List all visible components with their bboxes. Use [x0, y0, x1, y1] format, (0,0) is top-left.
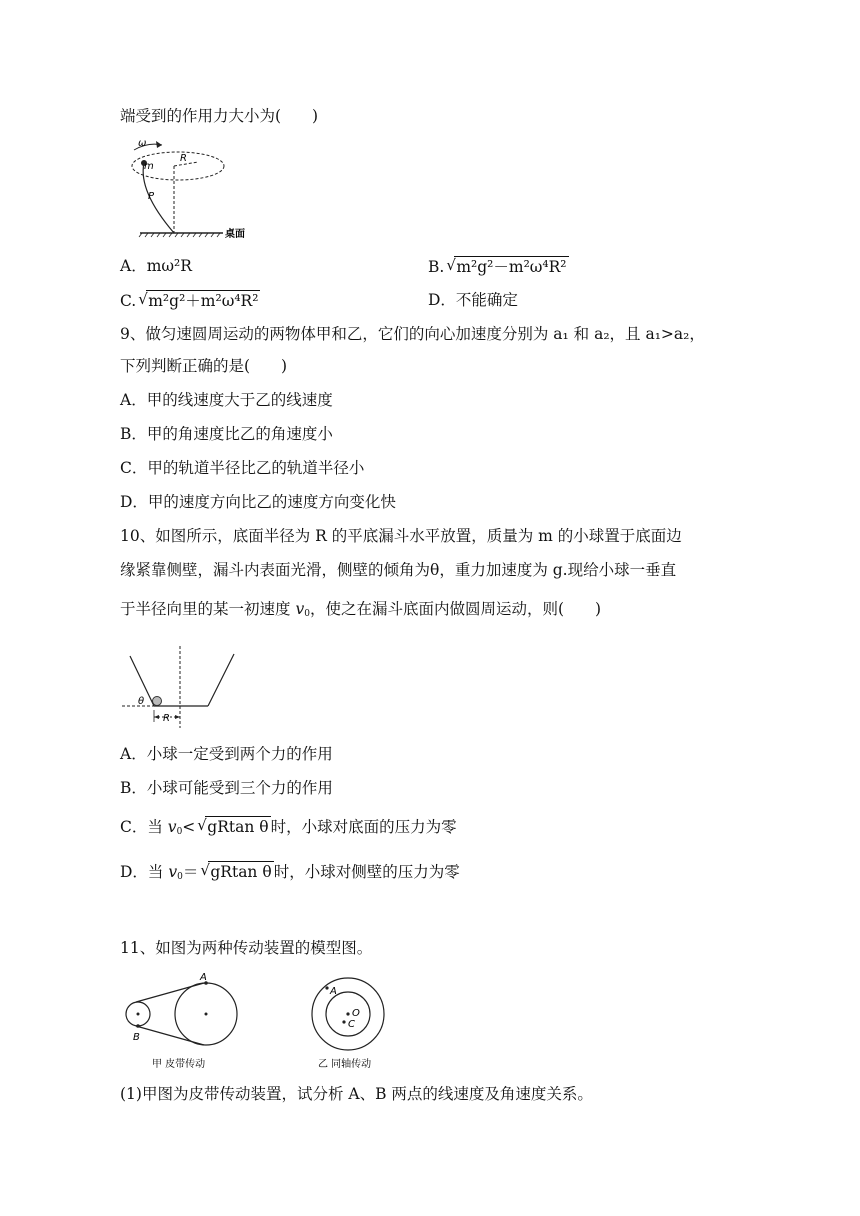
q8-label-table: 桌面 [225, 229, 245, 240]
q10-option-d-prefix: D．当 [120, 863, 169, 881]
q11-point-C [342, 1020, 345, 1023]
q8-label-omega: ω [138, 138, 147, 149]
q11-point-B [136, 1024, 140, 1028]
q11-fig2-label-O: O [352, 1008, 360, 1019]
q10-option-a: A．小球一定受到两个力的作用 [120, 745, 333, 763]
q10-stem-line3-a: 于半径向里的某一初速度 [120, 600, 296, 618]
q10-ball [153, 697, 162, 706]
q10-v-sub: 0 [304, 609, 310, 619]
q8-stem-tail: 端受到的作用力大小为( ) [120, 107, 319, 125]
q11-label-B: B [133, 1032, 140, 1043]
q11-fig2-label-C: C [348, 1019, 355, 1030]
q8-option-b-prefix: B. [428, 258, 445, 276]
q10-option-c-prefix: C．当 [120, 818, 168, 836]
q10-option-c-lt: < [182, 818, 196, 836]
q11-belt-bottom [136, 1026, 204, 1045]
q9-option-b: B．甲的角速度比乙的角速度小 [120, 425, 333, 443]
q11-fig1-caption: 甲 皮带传动 [152, 1059, 206, 1070]
q10-label-R: R [163, 713, 170, 724]
q10-option-b: B．小球可能受到三个力的作用 [120, 779, 333, 797]
q10-stem-line2: 缘紧靠侧壁，漏斗内表面光滑，侧壁的倾角为θ，重力加速度为 g.现给小球一垂直 [120, 561, 677, 579]
q8-option-c-sqrt: √ m²g²＋m²ω⁴R² [138, 290, 259, 310]
q11-stem: 11、如图为两种传动装置的模型图。 [120, 939, 373, 957]
q11-belt-drive-figure [120, 970, 250, 1074]
q10-option-d-v: v [168, 863, 178, 881]
q10-option-d-eq: ＝ [182, 863, 199, 881]
q10-option-d-sqrt: √ gRtan θ [200, 861, 272, 881]
q10-stem-line3-b: ，使之在漏斗底面内做圆周运动，则( ) [309, 600, 602, 618]
q8-option-b-sqrt: √ m²g²－m²ω⁴R² [446, 256, 567, 276]
q8-option-b [428, 256, 569, 277]
q11-belt-top [136, 983, 204, 1002]
q10-label-theta: θ [138, 696, 145, 707]
q8-label-R: R [180, 153, 187, 164]
q11-fig2-label-A: A [330, 986, 337, 997]
q10-figure [120, 640, 240, 730]
q10-option-c [120, 816, 457, 842]
q10-option-c-sqrt: √ gRtan θ [197, 816, 269, 836]
q10-option-d-radicand: gRtan θ [210, 863, 272, 881]
q8-option-d: D．不能确定 [428, 291, 518, 309]
q10-option-c-suffix: 时，小球对底面的压力为零 [270, 818, 457, 836]
q11-point-A2 [325, 986, 328, 989]
q10-option-d [120, 861, 460, 887]
q10-stem-line1: 10、如图所示，底面半径为 R 的平底漏斗水平放置，质量为 m 的小球置于底面边 [120, 527, 682, 545]
q10-right-wall [208, 654, 234, 706]
q11-label-A: A [200, 972, 207, 983]
q8-option-c-prefix: C. [120, 292, 137, 310]
q9-option-a: A．甲的线速度大于乙的线速度 [120, 391, 333, 409]
q9-stem-line1: 9、做匀速圆周运动的两物体甲和乙，它们的向心加速度分别为 a₁ 和 a₂，且 a₁>a₂， [120, 325, 705, 343]
q9-stem-line2: 下列判断正确的是( ) [120, 357, 288, 375]
q11-subquestion-1: (1)甲图为皮带传动装置，试分析 A、B 两点的线速度及角速度关系。 [120, 1085, 593, 1103]
q10-option-c-radicand: gRtan θ [207, 818, 269, 836]
q11-point-O [346, 1012, 349, 1015]
q10-option-c-v: v [167, 818, 177, 836]
q8-label-P: P [148, 191, 155, 202]
q10-option-d-suffix: 时，小球对侧壁的压力为零 [273, 863, 460, 881]
q10-option-c-v-sub: 0 [176, 827, 183, 837]
q8-option-a: A．mω²R [120, 257, 192, 275]
q8-option-c-radicand: m²g²＋m²ω⁴R² [148, 292, 259, 310]
q8-option-c [120, 290, 260, 311]
q8-label-m: m [144, 161, 154, 172]
q9-option-d: D．甲的速度方向比乙的速度方向变化快 [120, 493, 396, 511]
q11-coaxial-drive-figure [300, 970, 410, 1074]
q8-figure [128, 136, 258, 240]
q8-option-b-radicand: m²g²－m²ω⁴R² [456, 258, 567, 276]
q10-option-d-v-sub: 0 [177, 872, 183, 882]
q10-stem-line3 [120, 599, 601, 624]
q10-v: v [295, 600, 305, 618]
q9-option-c: C．甲的轨道半径比乙的轨道半径小 [120, 459, 365, 477]
q11-fig2-caption: 乙 同轴传动 [318, 1059, 372, 1070]
